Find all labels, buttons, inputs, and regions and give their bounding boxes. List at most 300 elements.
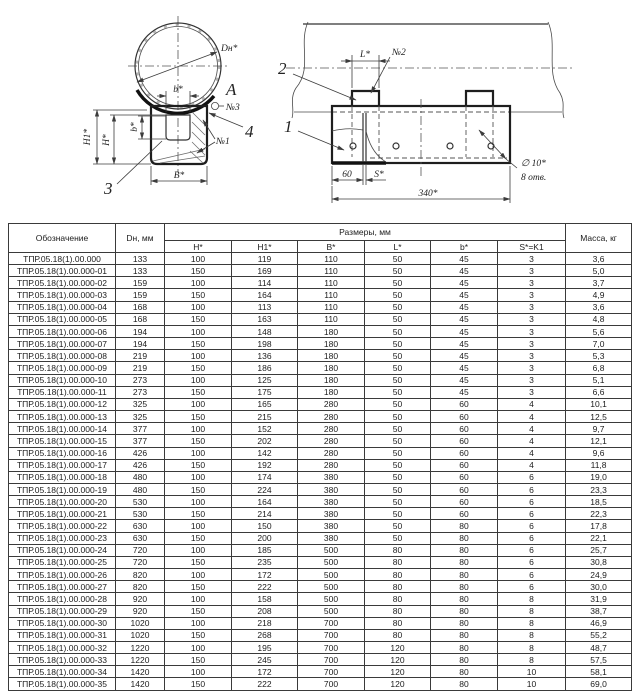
table-cell: ТПР.05.18(1).00.000-25: [9, 556, 116, 568]
table-cell: 17,8: [566, 520, 632, 532]
table-cell: 50: [365, 362, 431, 374]
side-view: [278, 22, 572, 203]
part4-label: 4: [245, 122, 254, 141]
table-cell: 19,0: [566, 471, 632, 483]
table-cell: 235: [232, 556, 298, 568]
table-cell: 700: [298, 678, 365, 690]
table-cell: 6: [498, 471, 566, 483]
table-cell: 80: [431, 605, 498, 617]
col-header-dn: Dн, мм: [116, 224, 165, 253]
table-row: [9, 350, 632, 362]
table-cell: 7,0: [566, 338, 632, 350]
table-cell: 5,3: [566, 350, 632, 362]
table-cell: 3: [498, 313, 566, 325]
table-cell: 3,6: [566, 301, 632, 313]
hole-count-label: 8 отв.: [521, 173, 547, 183]
table-cell: 152: [232, 423, 298, 435]
table-cell: ТПР.05.18(1).00.000-02: [9, 277, 116, 289]
table-row: [9, 617, 632, 629]
table-cell: 700: [298, 642, 365, 654]
table-cell: 11,8: [566, 459, 632, 471]
table-cell: 55,2: [566, 629, 632, 641]
col-header-h: H*: [165, 241, 232, 253]
table-cell: 530: [116, 508, 165, 520]
table-cell: 6: [498, 569, 566, 581]
table-row: [9, 483, 632, 495]
table-cell: 186: [232, 362, 298, 374]
table-cell: 1420: [116, 666, 165, 678]
table-cell: ТПР.05.18(1).00.000-26: [9, 569, 116, 581]
table-cell: 500: [298, 556, 365, 568]
table-row: [9, 678, 632, 690]
clamp-right: [466, 91, 493, 106]
table-cell: 500: [298, 544, 365, 556]
table-cell: ТПР.05.18(1).00.000-13: [9, 411, 116, 423]
table-cell: 3: [498, 350, 566, 362]
part3-label: 3: [104, 179, 113, 198]
col-header-l: L*: [365, 241, 431, 253]
table-cell: 119: [232, 253, 298, 265]
table-cell: 6: [498, 532, 566, 544]
table-cell: 720: [116, 544, 165, 556]
table-cell: 80: [431, 532, 498, 544]
table-cell: ТПР.05.18(1).00.000-15: [9, 435, 116, 447]
table-cell: ТПР.05.18(1).00.000-01: [9, 265, 116, 277]
table-row: [9, 544, 632, 556]
table-row: [9, 301, 632, 313]
table-cell: 150: [165, 629, 232, 641]
table-cell: 46,9: [566, 617, 632, 629]
table-row: [9, 265, 632, 277]
table-cell: ТПР.05.18(1).00.000-30: [9, 617, 116, 629]
table-row: [9, 496, 632, 508]
table-cell: 10: [498, 678, 566, 690]
hole-leader: [479, 130, 506, 159]
table-cell: 80: [431, 556, 498, 568]
table-cell: 150: [165, 508, 232, 520]
table-cell: 100: [165, 666, 232, 678]
table-cell: 80: [365, 544, 431, 556]
table-cell: 4,8: [566, 313, 632, 325]
table-cell: 6,8: [566, 362, 632, 374]
table-row: [9, 520, 632, 532]
table-cell: 4: [498, 459, 566, 471]
table-cell: 1220: [116, 642, 165, 654]
table-cell: ТПР.05.18(1).00.000-33: [9, 654, 116, 666]
table-cell: 24,9: [566, 569, 632, 581]
table-cell: 3: [498, 253, 566, 265]
table-cell: 25,7: [566, 544, 632, 556]
table-cell: 3,7: [566, 277, 632, 289]
table-cell: 377: [116, 423, 165, 435]
table-cell: 30,0: [566, 581, 632, 593]
col-header-h1: H1*: [232, 241, 298, 253]
table-cell: 110: [298, 301, 365, 313]
dim-dn-label: Dн*: [221, 44, 238, 54]
table-cell: 280: [298, 459, 365, 471]
table-cell: ТПР.05.18(1).00.000-07: [9, 338, 116, 350]
table-cell: 100: [165, 277, 232, 289]
table-cell: 60: [431, 496, 498, 508]
table-cell: 80: [431, 544, 498, 556]
table-cell: 480: [116, 483, 165, 495]
table-cell: 60: [431, 471, 498, 483]
table-cell: 80: [365, 556, 431, 568]
table-row: [9, 386, 632, 398]
table-row: [9, 398, 632, 410]
table-cell: 60: [431, 411, 498, 423]
table-cell: 219: [116, 350, 165, 362]
table-cell: 6: [498, 544, 566, 556]
table-cell: 202: [232, 435, 298, 447]
table-cell: ТПР.05.18(1).00.000-34: [9, 666, 116, 678]
table-cell: 150: [165, 654, 232, 666]
dim-60-label: 60: [342, 170, 352, 180]
table-cell: 100: [165, 423, 232, 435]
table-cell: 218: [232, 617, 298, 629]
table-cell: 8: [498, 629, 566, 641]
col-header-b: B*: [298, 241, 365, 253]
table-cell: 3: [498, 325, 566, 337]
table-cell: 45: [431, 374, 498, 386]
weld1-label: №1: [216, 137, 230, 147]
table-cell: 920: [116, 593, 165, 605]
table-cell: 45: [431, 325, 498, 337]
table-cell: ТПР.05.18(1).00.000-17: [9, 459, 116, 471]
dim-h-label: H*: [102, 134, 112, 146]
table-cell: 50: [365, 398, 431, 410]
table-cell: 80: [365, 617, 431, 629]
dim-dn: [137, 44, 238, 82]
table-cell: 100: [165, 350, 232, 362]
table-cell: 114: [232, 277, 298, 289]
table-cell: 57,5: [566, 654, 632, 666]
table-cell: 325: [116, 411, 165, 423]
table-cell: 377: [116, 435, 165, 447]
table-cell: 100: [165, 325, 232, 337]
table-cell: 133: [116, 265, 165, 277]
table-cell: 150: [165, 411, 232, 423]
table-cell: 1220: [116, 654, 165, 666]
table-cell: 150: [165, 556, 232, 568]
table-cell: 1420: [116, 678, 165, 690]
table-cell: 5,0: [566, 265, 632, 277]
table-cell: 50: [365, 435, 431, 447]
table-cell: 150: [165, 459, 232, 471]
table-row: [9, 459, 632, 471]
col-header-designation: Обозначение: [9, 224, 116, 253]
table-cell: 120: [365, 642, 431, 654]
table-row: [9, 313, 632, 325]
table-cell: 50: [365, 459, 431, 471]
table-cell: 80: [431, 581, 498, 593]
table-cell: 22,3: [566, 508, 632, 520]
table-cell: ТПР.05.18(1).00.000-23: [9, 532, 116, 544]
table-cell: 380: [298, 520, 365, 532]
table-cell: 3: [498, 338, 566, 350]
table-cell: 3: [498, 374, 566, 386]
table-cell: 45: [431, 289, 498, 301]
table-cell: 630: [116, 532, 165, 544]
table-cell: 920: [116, 605, 165, 617]
table-cell: 222: [232, 678, 298, 690]
table-cell: 280: [298, 398, 365, 410]
table-cell: 80: [431, 569, 498, 581]
table-cell: 100: [165, 301, 232, 313]
table-cell: 159: [116, 289, 165, 301]
table-cell: 150: [165, 581, 232, 593]
table-cell: 195: [232, 642, 298, 654]
table-cell: 18,5: [566, 496, 632, 508]
table-cell: 8: [498, 617, 566, 629]
table-cell: 180: [298, 386, 365, 398]
table-cell: 224: [232, 483, 298, 495]
table-cell: 3,6: [566, 253, 632, 265]
table-cell: 133: [116, 253, 165, 265]
table-row: [9, 253, 632, 265]
table-cell: 80: [431, 617, 498, 629]
table-cell: 9,7: [566, 423, 632, 435]
table-cell: 80: [365, 629, 431, 641]
dim-b-vertical-label: b*: [130, 122, 140, 132]
table-cell: 273: [116, 374, 165, 386]
table-cell: 100: [165, 617, 232, 629]
table-cell: 159: [116, 277, 165, 289]
table-row: [9, 374, 632, 386]
dim-b-width-label: B*: [173, 171, 185, 181]
table-cell: 110: [298, 253, 365, 265]
table-cell: 50: [365, 301, 431, 313]
table-cell: 380: [298, 496, 365, 508]
table-row: [9, 277, 632, 289]
table-cell: 60: [431, 459, 498, 471]
table-row: [9, 532, 632, 544]
table-cell: 80: [431, 642, 498, 654]
table-cell: 8: [498, 593, 566, 605]
table-cell: 700: [298, 654, 365, 666]
table-cell: ТПР.05.18(1).00.000-11: [9, 386, 116, 398]
table-cell: 30,8: [566, 556, 632, 568]
table-row: [9, 471, 632, 483]
table-cell: 280: [298, 447, 365, 459]
col-header-mass: Масса, кг: [566, 224, 632, 253]
table-row: [9, 569, 632, 581]
table-cell: 100: [165, 520, 232, 532]
table-cell: 110: [298, 289, 365, 301]
table-cell: 426: [116, 447, 165, 459]
table-cell: 174: [232, 471, 298, 483]
table-cell: 50: [365, 350, 431, 362]
dim-340-label: 340*: [418, 189, 438, 199]
break-line-right: [548, 22, 564, 118]
table-cell: 192: [232, 459, 298, 471]
table-cell: 3: [498, 386, 566, 398]
table-cell: 50: [365, 374, 431, 386]
table-cell: ТПР.05.18(1).00.000-20: [9, 496, 116, 508]
table-row: [9, 447, 632, 459]
table-cell: 80: [365, 569, 431, 581]
table-cell: 100: [165, 593, 232, 605]
table-cell: 69,0: [566, 678, 632, 690]
table-cell: 4: [498, 423, 566, 435]
table-cell: 150: [165, 605, 232, 617]
table-cell: 6: [498, 496, 566, 508]
table-cell: 100: [165, 447, 232, 459]
table-cell: 50: [365, 423, 431, 435]
table-cell: 142: [232, 447, 298, 459]
table-row: [9, 411, 632, 423]
table-cell: 700: [298, 617, 365, 629]
table-cell: 50: [365, 411, 431, 423]
table-cell: ТПР.05.18(1).00.000-31: [9, 629, 116, 641]
table-cell: 45: [431, 265, 498, 277]
table-cell: ТПР.05.18(1).00.000-29: [9, 605, 116, 617]
table-cell: 280: [298, 435, 365, 447]
view-a-label: A: [226, 80, 237, 99]
table-cell: 426: [116, 459, 165, 471]
table-cell: 80: [431, 593, 498, 605]
table-cell: 45: [431, 313, 498, 325]
table-cell: 820: [116, 569, 165, 581]
table-cell: 4: [498, 435, 566, 447]
table-cell: 6: [498, 520, 566, 532]
table-cell: 215: [232, 411, 298, 423]
table-cell: 325: [116, 398, 165, 410]
table-cell: 180: [298, 350, 365, 362]
table-cell: 820: [116, 581, 165, 593]
part2-label: 2: [278, 59, 287, 78]
table-cell: 100: [165, 398, 232, 410]
table-cell: 180: [298, 362, 365, 374]
table-row: [9, 423, 632, 435]
part1-label: 1: [284, 117, 293, 136]
table-cell: 22,1: [566, 532, 632, 544]
weld3-marker: [211, 102, 218, 109]
table-row: [9, 338, 632, 350]
table-row: [9, 605, 632, 617]
dim-h1-label: H1*: [83, 128, 93, 146]
table-cell: 80: [365, 581, 431, 593]
table-cell: 500: [298, 605, 365, 617]
table-cell: 10,1: [566, 398, 632, 410]
table-cell: 720: [116, 556, 165, 568]
table-cell: 12,5: [566, 411, 632, 423]
table-cell: 3: [498, 277, 566, 289]
table-cell: 113: [232, 301, 298, 313]
table-cell: 3: [498, 301, 566, 313]
table-cell: 150: [165, 532, 232, 544]
table-cell: 50: [365, 471, 431, 483]
table-cell: 10: [498, 666, 566, 678]
table-row: [9, 556, 632, 568]
table-cell: 50: [365, 496, 431, 508]
table-cell: 700: [298, 666, 365, 678]
table-cell: 164: [232, 496, 298, 508]
table-cell: 172: [232, 666, 298, 678]
table-cell: 150: [165, 289, 232, 301]
table-cell: 5,6: [566, 325, 632, 337]
table-cell: 45: [431, 350, 498, 362]
table-cell: 1020: [116, 617, 165, 629]
weld3-label: №3: [226, 103, 240, 113]
table-cell: 169: [232, 265, 298, 277]
section-hatching: [153, 112, 205, 163]
table-cell: ТПР.05.18(1).00.000-05: [9, 313, 116, 325]
table-cell: 164: [232, 289, 298, 301]
table-cell: 150: [165, 435, 232, 447]
table-cell: 80: [431, 678, 498, 690]
table-cell: 6: [498, 483, 566, 495]
table-cell: 136: [232, 350, 298, 362]
table-cell: 500: [298, 569, 365, 581]
table-cell: 50: [365, 520, 431, 532]
table-cell: 150: [165, 678, 232, 690]
table-cell: 150: [165, 265, 232, 277]
table-cell: 4: [498, 398, 566, 410]
table-row: [9, 435, 632, 447]
table-cell: 80: [431, 629, 498, 641]
table-cell: 45: [431, 253, 498, 265]
table-cell: 150: [165, 386, 232, 398]
table-cell: 23,3: [566, 483, 632, 495]
table-cell: 100: [165, 544, 232, 556]
table-cell: 268: [232, 629, 298, 641]
table-cell: 50: [365, 313, 431, 325]
table-row: [9, 362, 632, 374]
table-row: [9, 508, 632, 520]
weld2-label: №2: [392, 48, 406, 58]
table-cell: ТПР.05.18(1).00.000-03: [9, 289, 116, 301]
table-cell: 100: [165, 374, 232, 386]
table-cell: 50: [365, 483, 431, 495]
table-cell: ТПР.05.18(1).00.000: [9, 253, 116, 265]
table-cell: 50: [365, 277, 431, 289]
table-cell: 8: [498, 654, 566, 666]
table-cell: 5,1: [566, 374, 632, 386]
table-cell: 6: [498, 581, 566, 593]
table-cell: 45: [431, 277, 498, 289]
table-cell: ТПР.05.18(1).00.000-08: [9, 350, 116, 362]
table-cell: 6: [498, 556, 566, 568]
table-cell: 31,9: [566, 593, 632, 605]
table-cell: ТПР.05.18(1).00.000-28: [9, 593, 116, 605]
break-line-left: [292, 22, 308, 118]
table-cell: 150: [165, 338, 232, 350]
table-cell: 80: [431, 520, 498, 532]
table-cell: 120: [365, 666, 431, 678]
table-cell: 100: [165, 253, 232, 265]
table-cell: 80: [431, 654, 498, 666]
table-cell: ТПР.05.18(1).00.000-35: [9, 678, 116, 690]
table-cell: 4: [498, 411, 566, 423]
table-cell: 45: [431, 338, 498, 350]
table-cell: 150: [165, 362, 232, 374]
table-cell: 3: [498, 362, 566, 374]
table-cell: 700: [298, 629, 365, 641]
table-cell: 180: [298, 325, 365, 337]
table-cell: 6,6: [566, 386, 632, 398]
table-cell: 100: [165, 569, 232, 581]
dim-b-top-label: b*: [173, 85, 183, 95]
table-cell: 245: [232, 654, 298, 666]
table-cell: 58,1: [566, 666, 632, 678]
table-cell: 3: [498, 265, 566, 277]
table-cell: 60: [431, 508, 498, 520]
table-cell: 4,9: [566, 289, 632, 301]
table-cell: 100: [165, 496, 232, 508]
table-cell: 198: [232, 338, 298, 350]
table-cell: 6: [498, 508, 566, 520]
